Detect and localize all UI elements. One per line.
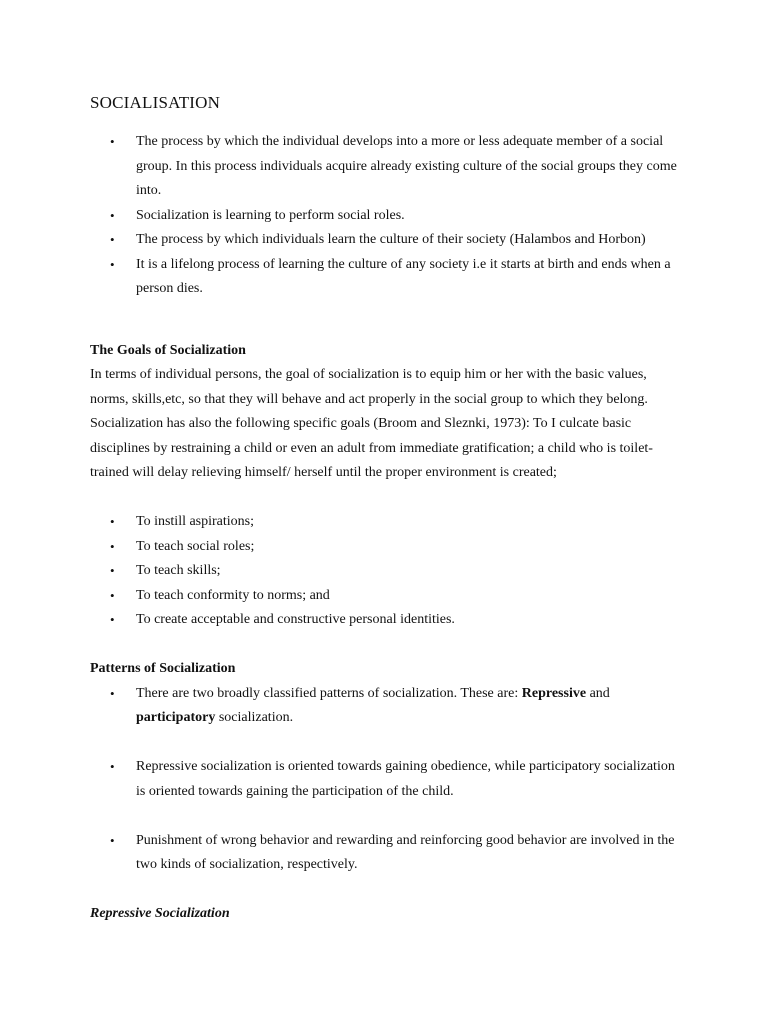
bullet-icon: • [110, 232, 115, 247]
list-item [90, 829, 680, 878]
goals-paragraph: In terms of individual persons, the goal of socialization is to equip him or her with the basic values, norms, skills,etc, so that they will behave and act properly in the social group to which they belong. Socialization has also the following specific goals (Broom and Sleznki, 1973): To I culcate basic disciplines by restraining a child or even an adult from immediate gratification; a child who is toilet-trained will delay relieving himself/ herself until the proper environment is created; [90, 367, 653, 480]
repressive-heading: Repressive Socialization [90, 906, 230, 921]
list-item-text: Punishment of wrong behavior and rewarding and reinforcing good behavior are involved in the two kinds of socialization, respectively. [136, 832, 675, 872]
spacer [90, 731, 680, 756]
spacer [90, 302, 680, 339]
bullet-icon: • [110, 256, 115, 272]
list-item-text: Repressive socialization is oriented towards gaining obedience, while participatory socialization is oriented towards gaining the participation of the child. [136, 759, 675, 799]
list-item-text: To teach skills; [136, 563, 221, 578]
bullet-icon: • [110, 538, 115, 554]
list-item-text: To create acceptable and constructive personal identities. [136, 612, 455, 627]
intro-bullet-list [90, 130, 680, 302]
bullet-icon: • [110, 514, 115, 529]
bold-term-participatory: participatory [136, 710, 216, 725]
list-item-text: To teach conformity to norms; and [136, 587, 330, 603]
list-item-text: The process by which the individual develops into a more or less adequate member of a social group. In this process individuals acquire already existing culture of the social groups they come into. [136, 134, 677, 198]
list-item-text: To teach social roles; [136, 538, 255, 554]
spacer [90, 804, 680, 829]
list-item-text: To instill aspirations; [136, 514, 255, 529]
bullet-icon: • [110, 563, 115, 578]
list-item-text: The process by which individuals learn the culture of their society (Halambos and Horbon) [136, 232, 646, 247]
list-item-text [136, 686, 610, 726]
list-item [90, 510, 680, 535]
list-item [90, 584, 680, 609]
bullet-icon: • [110, 134, 115, 149]
list-item [90, 535, 680, 560]
patterns-bullet-list-2 [90, 755, 680, 804]
spacer [90, 633, 680, 658]
list-item [90, 204, 680, 229]
patterns-heading: Patterns of Socialization [90, 661, 236, 676]
goals-heading: The Goals of Socialization [90, 342, 246, 358]
list-item [90, 755, 680, 804]
text-run: There are two broadly classified patterns of socialization. These are: [136, 685, 522, 701]
document-title: SOCIALISATION [90, 93, 221, 112]
document-page [90, 88, 680, 927]
bullet-icon: • [110, 832, 115, 848]
list-item [90, 228, 680, 253]
bullet-icon: • [110, 759, 115, 774]
bullet-icon: • [110, 612, 115, 627]
list-item-text: Socialization is learning to perform social roles. [136, 207, 405, 223]
bullet-icon: • [110, 207, 115, 223]
bullet-icon: • [110, 587, 115, 603]
goals-bullet-list [90, 510, 680, 633]
spacer [90, 878, 680, 903]
text-run: and [586, 685, 610, 701]
patterns-bullet-list [90, 682, 680, 731]
text-run: socialization. [215, 710, 294, 725]
list-item [90, 608, 680, 633]
patterns-bullet-list-3 [90, 829, 680, 878]
list-item [90, 253, 680, 302]
list-item [90, 682, 680, 731]
list-item [90, 559, 680, 584]
list-item [90, 130, 680, 204]
bold-term-repressive: Repressive [521, 685, 587, 701]
spacer [90, 486, 680, 511]
list-item-text: It is a lifelong process of learning the culture of any society i.e it starts at birth and ends when a person dies. [136, 256, 671, 296]
bullet-icon: • [110, 685, 115, 701]
